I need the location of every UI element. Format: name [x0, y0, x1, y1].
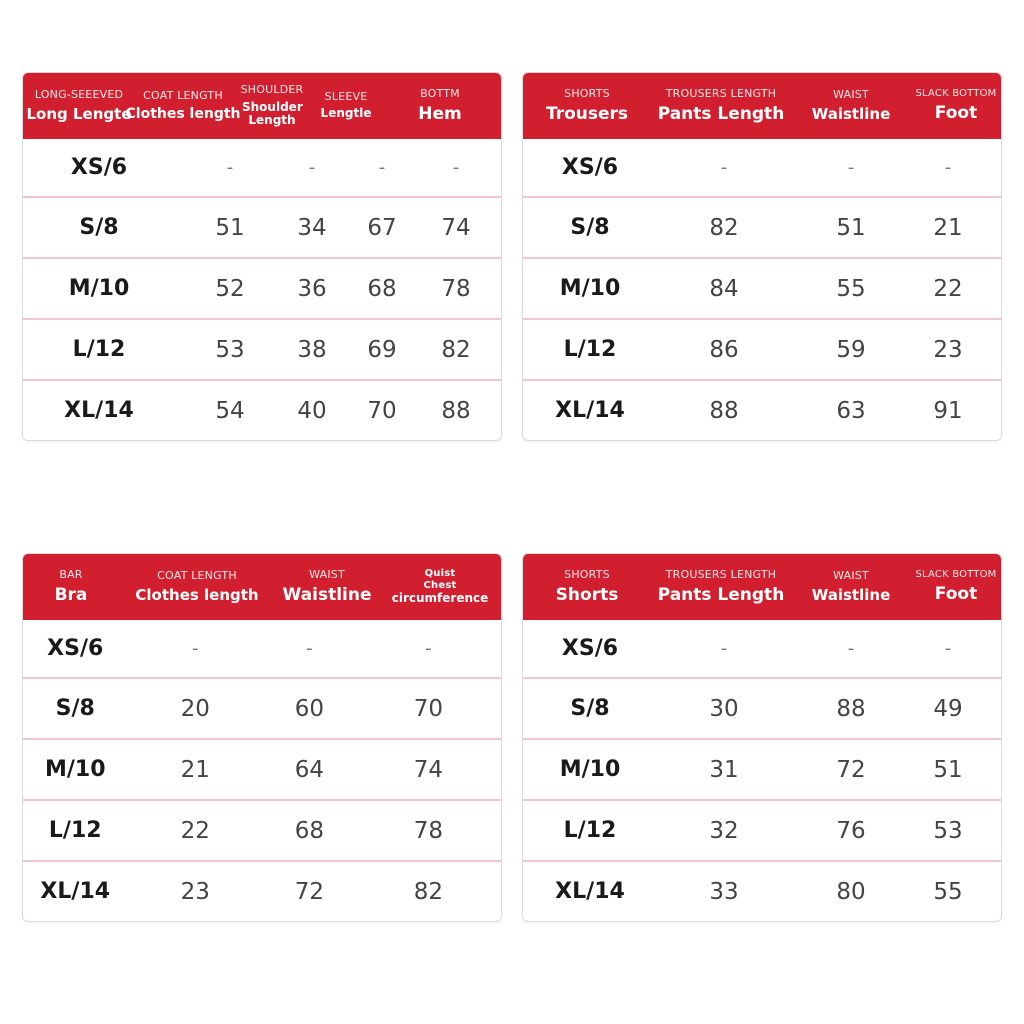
- table-cell: 67: [367, 214, 397, 241]
- table-cell: 63: [836, 397, 866, 424]
- header-cell: [651, 88, 791, 124]
- table-row: [523, 860, 1001, 921]
- table-row: [523, 318, 1001, 379]
- header-main-label: Hem: [418, 103, 462, 124]
- table-cell: 52: [215, 275, 245, 302]
- table-cell: 82: [709, 214, 739, 241]
- header-main-label: Waistline: [811, 585, 891, 604]
- header-cell: [911, 88, 1001, 123]
- header-main-label: Waistline: [811, 104, 891, 123]
- size-table-long-sleeve: [22, 72, 502, 441]
- header-cell: [651, 569, 791, 605]
- table-cell: 78: [413, 817, 444, 844]
- table-cell: 22: [933, 275, 963, 302]
- table-cell: 91: [933, 397, 963, 424]
- table-cell: 36: [297, 275, 327, 302]
- table-cell: 32: [709, 817, 739, 844]
- size-label: XS/6: [561, 636, 619, 661]
- table-cell: -: [308, 157, 316, 178]
- header-main-label: Foot: [934, 583, 978, 604]
- size-label: XS/6: [70, 155, 128, 180]
- header-sub-label: BAR: [59, 567, 83, 581]
- table-cell: 21: [933, 214, 963, 241]
- table-cell: -: [720, 157, 728, 178]
- table-cell: 22: [180, 817, 210, 844]
- header-main-label: circumference: [391, 591, 489, 606]
- size-label: M/10: [68, 276, 130, 301]
- header-sub-label: WAIST: [309, 567, 345, 581]
- header-sub-label: WAIST: [833, 88, 869, 102]
- table-row: [23, 139, 501, 196]
- table-cell: -: [847, 638, 855, 659]
- table-cell: 68: [367, 275, 397, 302]
- size-label: XL/14: [64, 398, 134, 423]
- table-cell: 51: [215, 214, 245, 241]
- header-cell: [791, 89, 911, 123]
- header-sub-label: SHOULDER: [240, 82, 304, 96]
- header-sub-label: SHORTS: [564, 567, 610, 581]
- table-cell: 84: [709, 275, 739, 302]
- size-label: M/10: [559, 276, 621, 301]
- header-main-label: Pants Length: [657, 584, 785, 605]
- size-label: L/12: [563, 818, 617, 843]
- header-main-label: Bra: [54, 584, 88, 605]
- header-sub-label: LONG-SEEEVED: [34, 88, 124, 102]
- table-cell: 59: [836, 336, 866, 363]
- table-row: [23, 799, 501, 860]
- table-cell: -: [452, 157, 460, 178]
- header-cell: [275, 569, 379, 605]
- table-cell: -: [944, 638, 952, 659]
- table-cell: -: [306, 638, 313, 659]
- header-cell: [23, 89, 135, 123]
- table-cell: 55: [933, 878, 963, 905]
- table-cell: 69: [367, 336, 397, 363]
- header-cell: [523, 88, 651, 124]
- header-cell: [379, 568, 501, 606]
- table-cell: 80: [836, 878, 866, 905]
- header-sub-label: COAT LENGTH: [143, 88, 223, 102]
- size-label: XL/14: [555, 398, 625, 423]
- table-row: [23, 677, 501, 738]
- table-cell: 23: [933, 336, 963, 363]
- table-cell: 31: [709, 756, 739, 783]
- table-cell: 74: [441, 214, 471, 241]
- header-main-label: Pants Length: [657, 103, 785, 124]
- size-label: XS/6: [47, 636, 104, 661]
- header-main-label: Clothes length: [125, 106, 241, 123]
- size-table-trousers: [522, 72, 1002, 441]
- table-cell: 72: [836, 756, 866, 783]
- table-row: [523, 677, 1001, 738]
- table-cell: -: [378, 157, 386, 178]
- size-label: S/8: [570, 215, 610, 240]
- size-label: S/8: [570, 696, 610, 721]
- table-row: [23, 738, 501, 799]
- header-cell: [791, 570, 911, 604]
- table-cell: -: [847, 157, 855, 178]
- header-sub-label: SLACK BOTTOM: [915, 88, 997, 100]
- table-cell: -: [425, 638, 432, 659]
- table-row: [523, 799, 1001, 860]
- header-main-label: Shorts: [555, 584, 619, 605]
- table-cell: 20: [180, 695, 210, 722]
- table-row: [23, 620, 501, 677]
- table-cell: -: [944, 157, 952, 178]
- table-cell: 51: [836, 214, 866, 241]
- table-cell: -: [226, 157, 234, 178]
- table-row: [523, 139, 1001, 196]
- size-label: M/10: [559, 757, 621, 782]
- size-label: XL/14: [555, 879, 625, 904]
- header-sub-label: SLACK BOTTOM: [915, 569, 997, 581]
- header-cell: [523, 569, 651, 605]
- header-cell: [313, 91, 379, 121]
- header-cell: [119, 570, 275, 604]
- size-label: M/10: [44, 757, 106, 782]
- size-label: L/12: [563, 337, 617, 362]
- size-label: L/12: [72, 337, 126, 362]
- table-cell: 34: [297, 214, 327, 241]
- table-row: [23, 257, 501, 318]
- table-header: [23, 554, 501, 620]
- header-sub-label: BOTTM: [420, 86, 460, 100]
- size-label: XS/6: [561, 155, 619, 180]
- header-sub-label: SLEEVE: [324, 89, 368, 103]
- header-main-label: Trousers: [545, 103, 629, 124]
- size-label: S/8: [79, 215, 119, 240]
- table-cell: -: [720, 638, 728, 659]
- table-cell: 88: [441, 397, 471, 424]
- header-main-label: Long Lengte: [26, 104, 132, 123]
- table-row: [523, 738, 1001, 799]
- table-cell: 72: [294, 878, 325, 905]
- header-sub-label: SHORTS: [564, 86, 610, 100]
- table-cell: 78: [441, 275, 471, 302]
- header-sub-label: Quist Chest: [423, 568, 457, 591]
- table-row: [523, 257, 1001, 318]
- table-cell: 49: [933, 695, 963, 722]
- table-row: [523, 196, 1001, 257]
- table-row: [23, 196, 501, 257]
- table-cell: 88: [709, 397, 739, 424]
- table-cell: 70: [413, 695, 444, 722]
- header-sub-label: WAIST: [833, 569, 869, 583]
- table-header: [523, 73, 1001, 139]
- table-row: [23, 318, 501, 379]
- header-cell: [231, 84, 313, 128]
- table-cell: 68: [294, 817, 325, 844]
- table-cell: 76: [836, 817, 866, 844]
- header-main-label: Clothes length: [135, 585, 259, 604]
- header-sub-label: TROUSERS LENGTH: [665, 567, 777, 581]
- header-cell: [911, 569, 1001, 604]
- table-cell: 30: [709, 695, 739, 722]
- table-header: [23, 73, 501, 139]
- table-cell: 53: [933, 817, 963, 844]
- table-row: [23, 860, 501, 921]
- table-row: [523, 379, 1001, 440]
- table-cell: 23: [180, 878, 210, 905]
- header-cell: [379, 88, 501, 124]
- table-cell: 60: [294, 695, 325, 722]
- size-table-shorts: [522, 553, 1002, 922]
- header-main-label: Waistline: [282, 584, 372, 605]
- table-cell: 82: [413, 878, 444, 905]
- table-cell: -: [191, 638, 199, 659]
- size-label: L/12: [48, 818, 102, 843]
- header-sub-label: COAT LENGTH: [157, 569, 237, 583]
- table-cell: 53: [215, 336, 245, 363]
- table-cell: 51: [933, 756, 963, 783]
- table-cell: 86: [709, 336, 739, 363]
- header-cell: [23, 569, 119, 605]
- table-cell: 40: [297, 397, 327, 424]
- table-cell: 88: [836, 695, 866, 722]
- table-cell: 38: [297, 336, 327, 363]
- table-cell: 21: [180, 756, 210, 783]
- table-cell: 70: [367, 397, 397, 424]
- size-label: XL/14: [40, 879, 111, 904]
- table-cell: 54: [215, 397, 245, 424]
- size-table-bra: [22, 553, 502, 922]
- header-main-label: Foot: [934, 102, 978, 123]
- table-cell: 82: [441, 336, 471, 363]
- table-cell: 74: [413, 756, 444, 783]
- table-row: [523, 620, 1001, 677]
- header-sub-label: TROUSERS LENGTH: [665, 86, 777, 100]
- header-cell: [125, 88, 241, 123]
- table-cell: 55: [836, 275, 866, 302]
- table-cell: 64: [294, 756, 325, 783]
- table-row: [23, 379, 501, 440]
- table-header: [523, 554, 1001, 620]
- header-main-label: Shoulder Length: [242, 99, 303, 128]
- size-label: S/8: [55, 696, 95, 721]
- header-main-label: Lengtle: [320, 106, 372, 121]
- table-cell: 33: [709, 878, 739, 905]
